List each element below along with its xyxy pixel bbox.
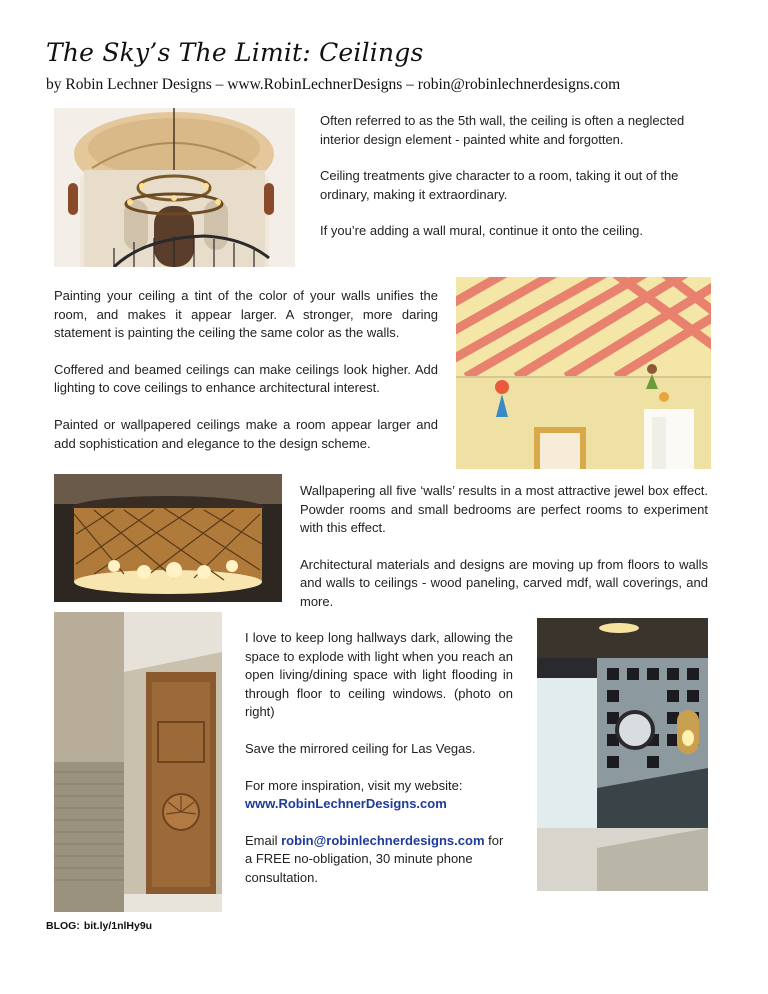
- paragraph: If you’re adding a wall mural, continue it onto the ceiling.: [320, 223, 644, 239]
- intro-text: [320, 112, 714, 241]
- email-pre: Email: [245, 832, 282, 848]
- email-link[interactable]: robin@robinlechnerdesigns.com: [281, 832, 485, 848]
- dome-chandelier-photo: [54, 108, 295, 267]
- ceiling-tint-text: [54, 287, 438, 453]
- paragraph: Often referred to as the 5th wall, the ceiling is often a neglected interior design element - painted white and forgotten.: [320, 113, 685, 147]
- page-title: The Sky’s The Limit: Ceilings: [46, 38, 424, 67]
- website-paragraph: [245, 777, 513, 814]
- paragraph: Wallpapering all five ‘walls’ results in a most attractive jewel box effect. Powder rooms and small bedrooms are perfect rooms to experiment with this effect.: [300, 483, 708, 536]
- wallpaper-text: [300, 482, 708, 612]
- drum-chandelier-photo: [54, 474, 282, 602]
- email-paragraph: [245, 832, 513, 888]
- email-post: for a FREE no-obligation, 30 minute phone consultation.: [245, 832, 504, 885]
- blog-link[interactable]: bit.ly/1nlHy9u: [83, 920, 153, 932]
- striped-ceiling-photo: [456, 277, 711, 469]
- paragraph: Ceiling treatments give character to a room, taking it out of the ordinary, making it extraordinary.: [320, 168, 679, 202]
- paragraph: Painted or wallpapered ceilings make a room appear larger and add sophistication and elegance to the design scheme.: [54, 416, 438, 451]
- paragraph: I love to keep long hallways dark, allowing the space to explode with light when you reach an open living/dining space with light flooding in through floor to ceiling windows. (photo on right): [245, 630, 513, 720]
- paragraph: Painting your ceiling a tint of the color of your walls unifies the room, and makes it appear larger. A stronger, more daring statement is painting the ceiling the same color as the walls.: [54, 288, 438, 341]
- blog-footer: [46, 920, 152, 932]
- paragraph: Coffered and beamed ceilings can make ceilings look higher. Add lighting to cove ceilings to enhance architectural interest.: [54, 361, 438, 396]
- paragraph: Save the mirrored ceiling for Las Vegas.: [245, 740, 476, 756]
- blog-label: BLOG:: [46, 920, 80, 932]
- byline: by Robin Lechner Designs – www.RobinLechnerDesigns – robin@robinlechnerdesigns.com: [46, 76, 621, 93]
- website-intro: For more inspiration, visit my website:: [245, 777, 463, 793]
- hallway-door-photo: [54, 612, 222, 912]
- website-link[interactable]: www.RobinLechnerDesigns.com: [245, 796, 447, 812]
- living-space-photo: [537, 618, 708, 891]
- hallway-text: [245, 629, 513, 888]
- paragraph: Architectural materials and designs are moving up from floors to walls and walls to ceilings - wood paneling, carved mdf, wall coverings, and more.: [300, 556, 708, 609]
